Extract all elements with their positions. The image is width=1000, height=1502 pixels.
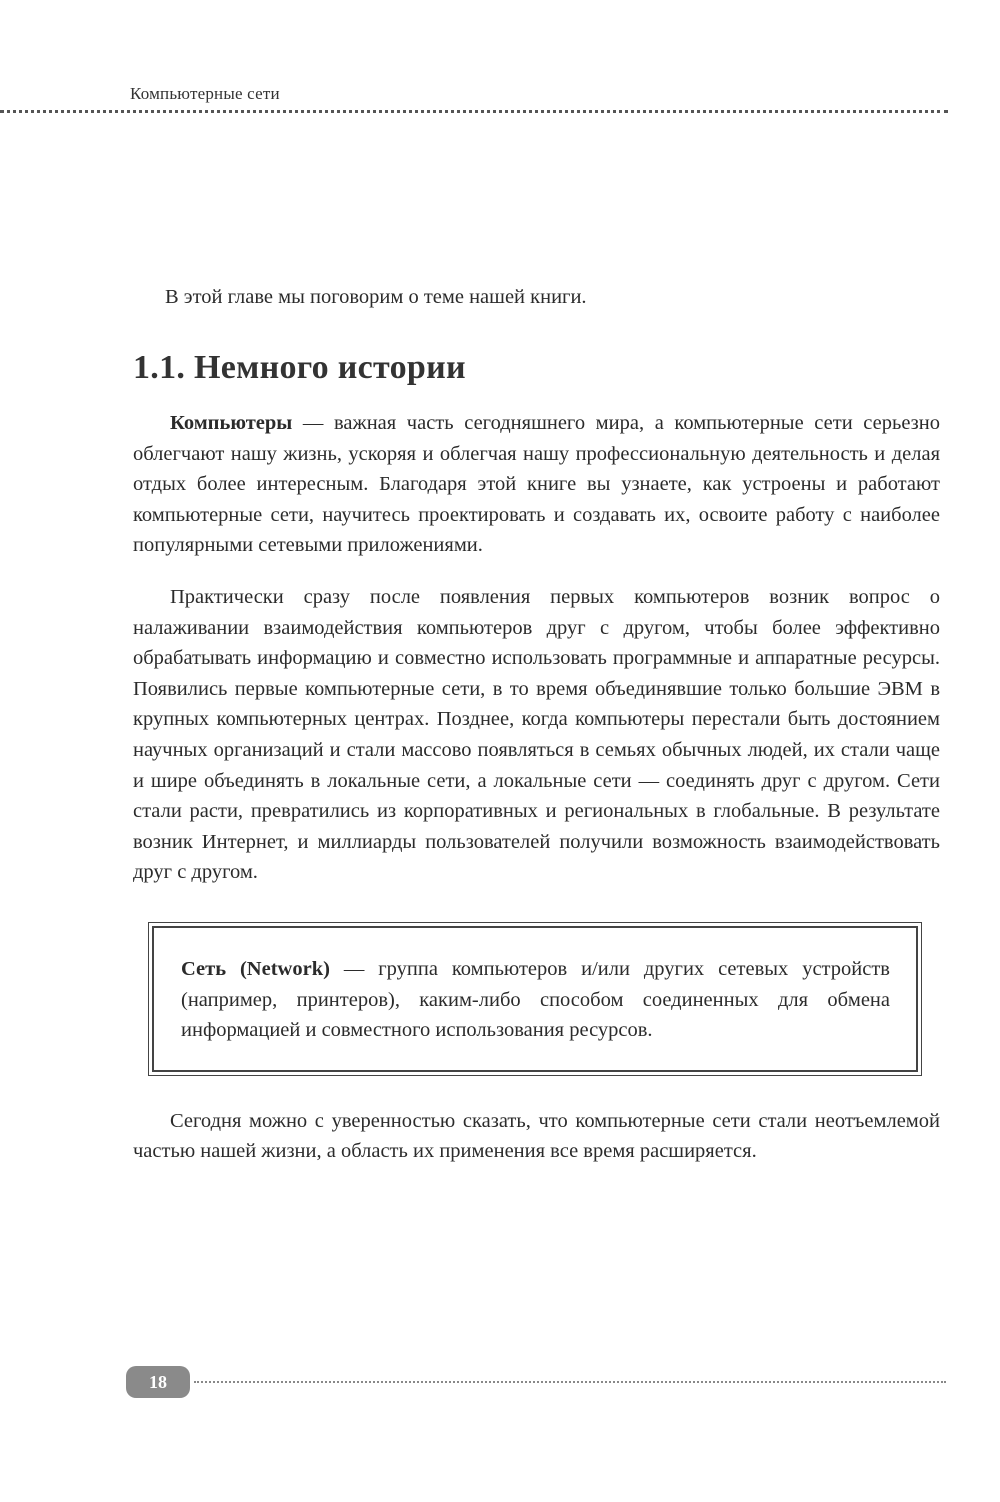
term-computers: Компьютеры [170,412,293,434]
running-header: Компьютерные сети [130,84,280,103]
header-dotted-rule [0,110,948,113]
definition-box-inner [152,926,918,1072]
footer-dotted-rule [194,1381,946,1383]
intro-paragraph: В этой главе мы поговорим о теме нашей книги. [165,286,587,308]
paragraph-conclusion: Сегодня можно с уверенностью сказать, что компьютерные сети стали неотъемлемой частью нашей жизни, а область их применения все время расширяется. [133,1109,940,1163]
page-footer [126,1366,946,1400]
page-content [133,282,940,1167]
term-network: Сеть (Network) [181,957,330,980]
paragraph-history: Практически сразу после появления первых компьютеров возник вопрос о налаживании взаимодействия компьютеров друг с другом, чтобы более эффективно обрабатывать информацию и совместно использовать программные и аппаратные ресурсы. Появились первые компьютерные сети, в то время объединявшие только большие ЭВМ в крупных компьютерных центрах. Позднее, когда компьютеры перестали быть достоянием научных организаций и стали массово появляться в семьях обычных людей, их стали чаще и шире объединять в локальные сети, а локальные сети — соединять друг с другом. Сети стали расти, превратились из корпоративных и региональных в глобальные. В результате возник Интернет, и миллиарды пользователей получили возможность взаимодействовать друг с другом. [133,585,940,884]
definition-network [181,954,890,1046]
paragraph-computers [133,408,940,561]
definition-network-text: — группа компьютеров и/или других сетевых устройств (например, принтеров), каким-либо способом соединенных для обмена информацией и совместного использования ресурсов. [181,957,890,1042]
definition-box [148,922,922,1076]
page-number-badge: 18 [126,1366,190,1398]
section-heading: 1.1. Немного истории [133,349,466,386]
paragraph-computers-text: — важная часть сегодняшнего мира, а компьютерные сети серьезно облегчают нашу жизнь, ускоряя и облегчая нашу профессиональную деятельность и делая отдых более интересным. Благодаря этой книге вы узнаете, как устроены и работают компьютерные сети, научитесь проектировать и создавать их, освоите работу с наиболее популярными сетевыми приложениями. [133,412,940,557]
